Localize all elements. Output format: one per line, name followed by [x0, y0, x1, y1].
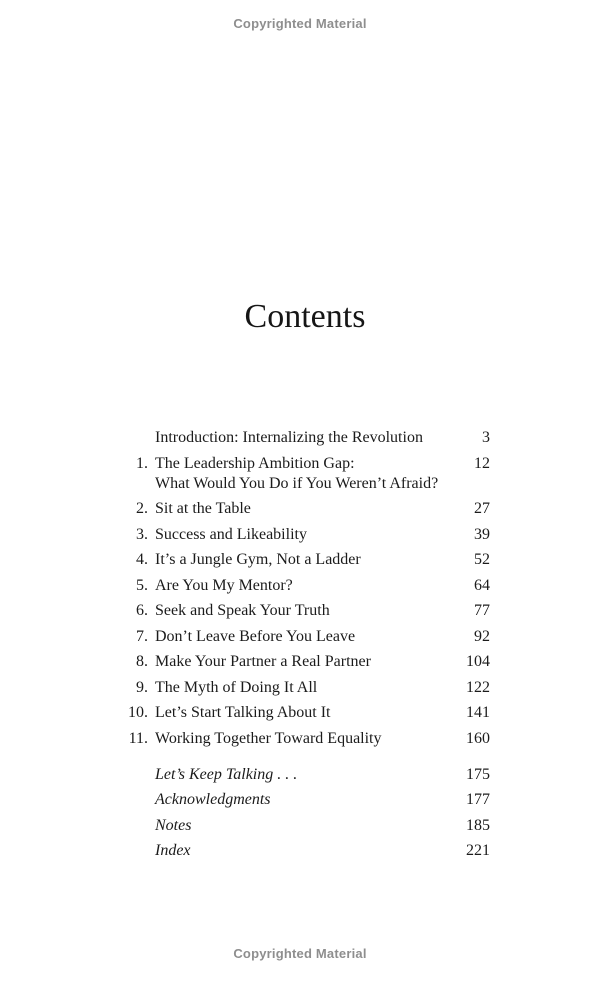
chapter-title-line1: The Leadership Ambition Gap: [155, 454, 355, 472]
page-number: 27 [474, 500, 490, 517]
page-number: 12 [474, 454, 490, 472]
back-matter-entry [120, 765, 490, 785]
chapter-title: Don’t Leave Before You Leave [155, 627, 356, 645]
chapter-number: 2. [136, 500, 148, 517]
page-number: 39 [474, 525, 490, 543]
toc-entry [120, 428, 490, 448]
chapter-number: 8. [136, 653, 148, 670]
copyright-watermark-top: Copyrighted Material [233, 16, 367, 31]
toc-entry [120, 454, 490, 494]
chapter-title: Introduction: Internalizing the Revolution [155, 429, 423, 446]
page-number: 64 [474, 576, 490, 594]
toc-entry [120, 678, 490, 698]
page-number: 177 [466, 791, 490, 808]
chapter-number: 3. [136, 525, 148, 543]
page-number: 221 [466, 842, 490, 859]
table-of-contents [120, 428, 490, 867]
page-number: 141 [466, 704, 490, 721]
back-matter-title: Let’s Keep Talking . . . [155, 765, 298, 783]
chapter-title: It’s a Jungle Gym, Not a Ladder [155, 551, 361, 568]
back-matter-section [120, 765, 490, 862]
page-number: 175 [466, 765, 490, 783]
back-matter-title: Notes [155, 816, 192, 834]
chapter-title: Success and Likeability [155, 525, 307, 543]
page-number: 104 [466, 653, 490, 670]
chapter-title: Working Together Toward Equality [155, 729, 382, 747]
toc-entry [120, 729, 490, 749]
chapter-number: 7. [136, 627, 148, 645]
page-number: 122 [466, 678, 490, 696]
back-matter-entry [120, 790, 490, 810]
toc-entry [120, 499, 490, 519]
chapter-number: 10. [128, 704, 148, 721]
toc-entry [120, 627, 490, 647]
back-matter-entry [120, 841, 490, 861]
page-title: Contents [244, 298, 366, 335]
chapter-title [148, 454, 445, 494]
chapter-number: 1. [136, 454, 148, 472]
chapter-title: Are You My Mentor? [155, 576, 293, 594]
toc-entry [120, 703, 490, 723]
toc-entry [120, 576, 490, 596]
chapter-number: 5. [136, 576, 148, 594]
back-matter-title: Index [155, 842, 191, 859]
chapter-title: Let’s Start Talking About It [155, 704, 331, 721]
copyright-watermark-bottom: Copyrighted Material [233, 946, 367, 961]
back-matter-title: Acknowledgments [155, 791, 271, 808]
toc-entry [120, 550, 490, 570]
page-number: 77 [474, 602, 490, 619]
page-number: 160 [466, 729, 490, 747]
chapter-title: Make Your Partner a Real Partner [155, 653, 371, 670]
toc-entry [120, 601, 490, 621]
chapter-title: Sit at the Table [155, 500, 251, 517]
page-number: 185 [466, 816, 490, 834]
toc-entry [120, 525, 490, 545]
page-number: 3 [482, 429, 490, 446]
chapter-title-line2: What Would You Do if You Weren’t Afraid? [155, 474, 439, 492]
chapter-title: Seek and Speak Your Truth [155, 602, 330, 619]
chapter-number: 11. [128, 729, 148, 747]
chapter-title: The Myth of Doing It All [155, 678, 318, 696]
page-number: 92 [474, 627, 490, 645]
back-matter-entry [120, 816, 490, 836]
chapter-number: 6. [136, 602, 148, 619]
page-number: 52 [474, 551, 490, 568]
toc-entry [120, 652, 490, 672]
chapter-number: 4. [136, 551, 148, 568]
chapter-number: 9. [136, 678, 148, 696]
